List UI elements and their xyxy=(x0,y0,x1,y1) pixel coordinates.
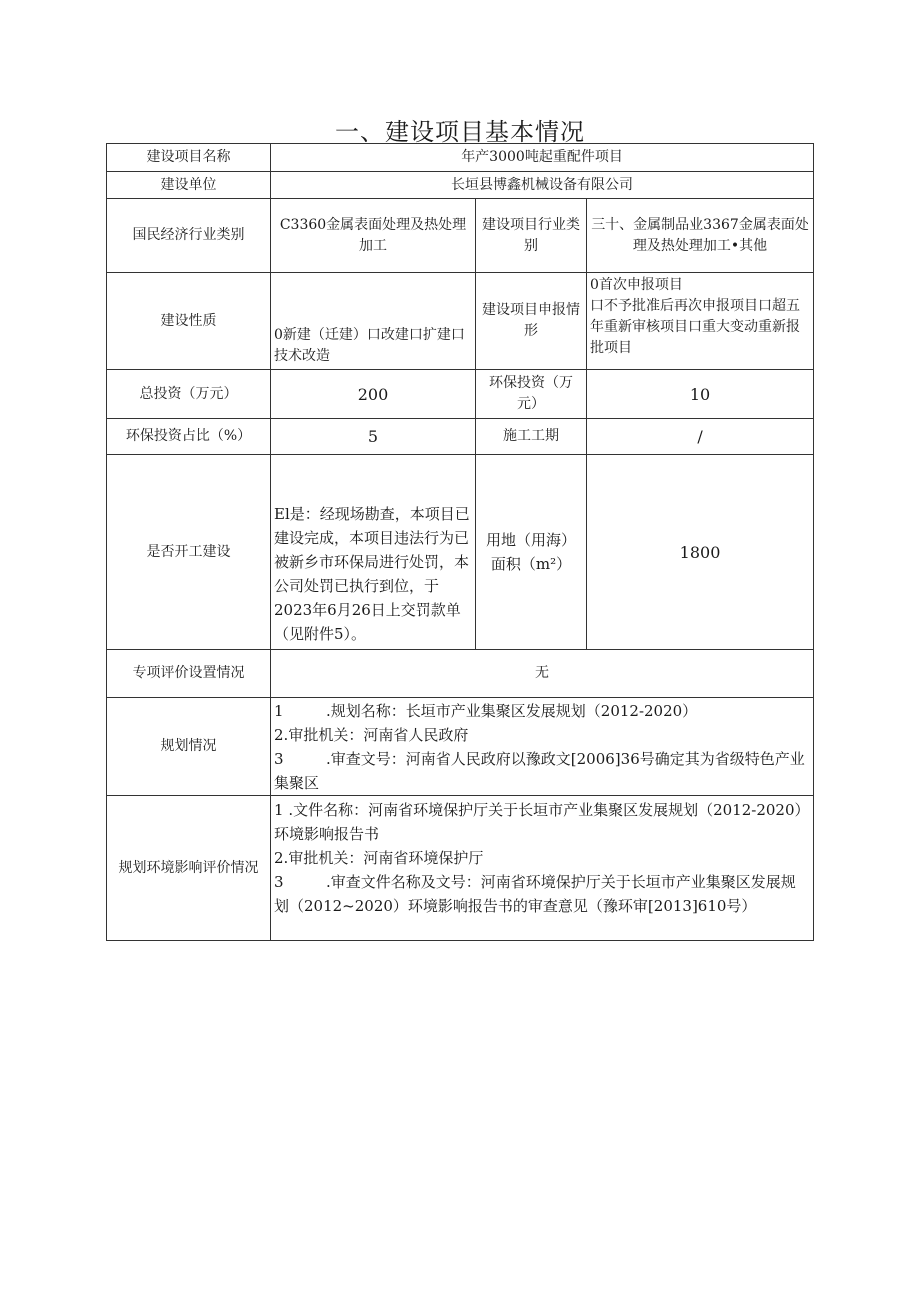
table-row xyxy=(107,698,814,796)
construction-period-label: 施工工期 xyxy=(476,419,587,455)
list-item: 2.审批机关：河南省人民政府 xyxy=(274,725,469,744)
land-area-label: 用地（用海）面积（m²） xyxy=(476,455,587,650)
planning-env-content xyxy=(271,796,814,941)
special-eval-label: 专项评价设置情况 xyxy=(107,650,271,698)
list-item: 1 .文件名称：河南省环境保护厅关于长垣市产业集聚区发展规划（2012-2020）环境影响报告书 xyxy=(274,801,810,843)
started-value: El是：经现场勘查，本项目已建设完成，本项目违法行为已被新乡市环保局进行处罚，本公司处罚已执行到位，于2023年6月26日上交罚款单（见附件5）。 xyxy=(271,455,476,650)
industry-label: 国民经济行业类别 xyxy=(107,199,271,273)
industry-value: C3360金属表面处理及热处理加工 xyxy=(271,199,476,273)
list-item: 2.审批机关：河南省环境保护厅 xyxy=(274,849,484,867)
project-info-table xyxy=(106,143,814,941)
industry-category-value: 三十、金属制品业3367金属表面处理及热处理加工•其他 xyxy=(587,199,814,273)
table-row xyxy=(107,796,814,941)
env-investment-value: 10 xyxy=(587,370,814,419)
table-row xyxy=(107,273,814,370)
nature-label: 建设性质 xyxy=(107,273,271,370)
env-ratio-value: 5 xyxy=(271,419,476,455)
table-row xyxy=(107,455,814,650)
list-item: 1 .规划名称：长垣市产业集聚区发展规划（2012-2020） xyxy=(274,701,698,720)
construction-period-value: / xyxy=(587,419,814,455)
project-name-label: 建设项目名称 xyxy=(107,144,271,172)
nature-value: 0新建（迁建）口改建口扩建口技术改造 xyxy=(271,273,476,370)
env-investment-label: 环保投资（万元） xyxy=(476,370,587,419)
page-title: 一、建设项目基本情况 xyxy=(335,118,585,146)
env-ratio-label: 环保投资占比（%） xyxy=(107,419,271,455)
land-area-value: 1800 xyxy=(587,455,814,650)
table-row xyxy=(107,650,814,698)
planning-content xyxy=(271,698,814,796)
declaration-value xyxy=(587,273,814,370)
table-row xyxy=(107,370,814,419)
declaration-label: 建设项目申报情形 xyxy=(476,273,587,370)
unit-label: 建设单位 xyxy=(107,172,271,199)
industry-category-label: 建设项目行业类别 xyxy=(476,199,587,273)
table-row xyxy=(107,172,814,199)
declaration-line: 0首次申报项目 xyxy=(590,277,683,293)
list-item: 3 .审查文件名称及文号：河南省环境保护厅关于长垣市产业集聚区发展规划（2012~2020）环境影响报告书的审查意见（豫环审[2013]610号） xyxy=(274,873,796,915)
project-name-value: 年产3000吨起重配件项目 xyxy=(271,144,814,172)
special-eval-value: 无 xyxy=(271,650,814,698)
table-row xyxy=(107,419,814,455)
table-row xyxy=(107,199,814,273)
planning-label: 规划情况 xyxy=(107,698,271,796)
total-investment-value: 200 xyxy=(271,370,476,419)
total-investment-label: 总投资（万元） xyxy=(107,370,271,419)
planning-env-label: 规划环境影响评价情况 xyxy=(107,796,271,941)
table-row xyxy=(107,144,814,172)
declaration-line: 口不予批准后再次申报项目口超五年重新审核项目口重大变动重新报批项目 xyxy=(590,298,800,356)
unit-value: 长垣县博鑫机械设备有限公司 xyxy=(271,172,814,199)
started-label: 是否开工建设 xyxy=(107,455,271,650)
list-item: 3 .审查文号：河南省人民政府以豫政文[2006]36号确定其为省级特色产业集聚区 xyxy=(274,749,805,792)
